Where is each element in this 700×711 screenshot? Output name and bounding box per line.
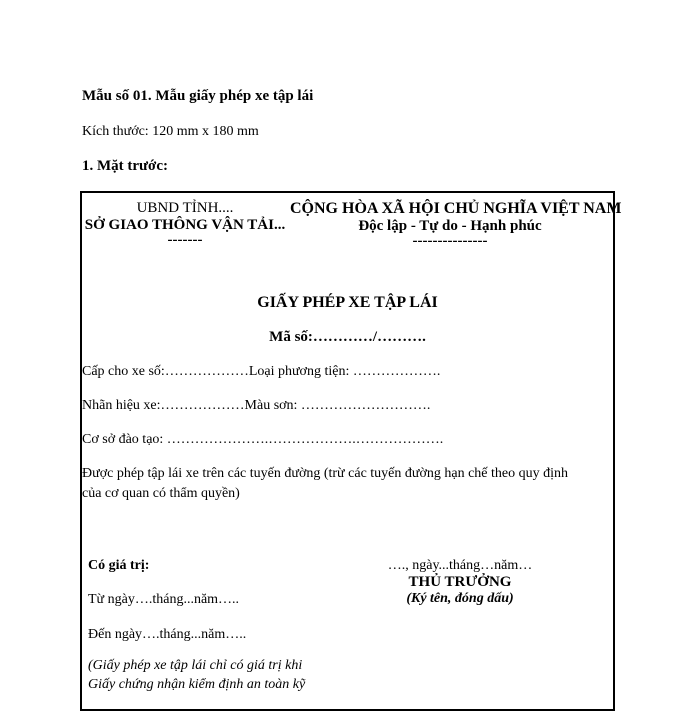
permit-line1: Được phép tập lái xe trên các tuyến đường (trừ các tuyến đường hạn chế theo quy định (82, 466, 569, 481)
agency-line2: SỞ GIAO THÔNG VẬN TẢI... (84, 217, 286, 233)
agency-rule: ------- (167, 232, 203, 248)
nation-rule: --------------- (412, 233, 488, 249)
nation-header (290, 200, 622, 249)
permit-line2: của cơ quan có thẩm quyền) (82, 486, 240, 501)
field-school: Cơ sở đào tạo: ………………….……………….………………. (82, 432, 444, 447)
signer-note: (Ký tên, đóng dấu) (406, 591, 514, 606)
license-code: Mã số:…………/………. (269, 329, 426, 345)
valid-to: Đến ngày….tháng...năm….. (88, 627, 247, 642)
signer-title: THỦ TRƯỞNG (408, 574, 512, 590)
nation-line2: Độc lập - Tự do - Hạnh phúc (358, 218, 542, 234)
size-line: Kích thước: 120 mm x 180 mm (82, 124, 259, 139)
field-brand: Nhãn hiệu xe:………………Màu sơn: ………………………. (82, 398, 431, 413)
valid-from: Từ ngày….tháng...năm….. (88, 592, 240, 607)
signature-block (360, 558, 560, 607)
note-line2: Giấy chứng nhận kiểm định an toàn kỹ (88, 677, 306, 692)
nation-line1: CỘNG HÒA XÃ HỘI CHỦ NGHĨA VIỆT NAM (290, 200, 622, 217)
section-front: 1. Mặt trước: (82, 158, 169, 174)
note-line1: (Giấy phép xe tập lái chỉ có giá trị khi (88, 658, 303, 673)
license-title: GIẤY PHÉP XE TẬP LÁI (257, 294, 438, 311)
date-line: …., ngày...tháng…năm… (387, 558, 533, 573)
validity-label: Có giá trị: (88, 558, 150, 573)
field-plate: Cấp cho xe số:………………Loại phương tiện: ………………. (82, 364, 441, 379)
agency-header (80, 200, 290, 246)
form-title: Mẫu số 01. Mẫu giấy phép xe tập lái (82, 88, 314, 104)
agency-line1: UBND TỈNH.... (136, 200, 234, 216)
